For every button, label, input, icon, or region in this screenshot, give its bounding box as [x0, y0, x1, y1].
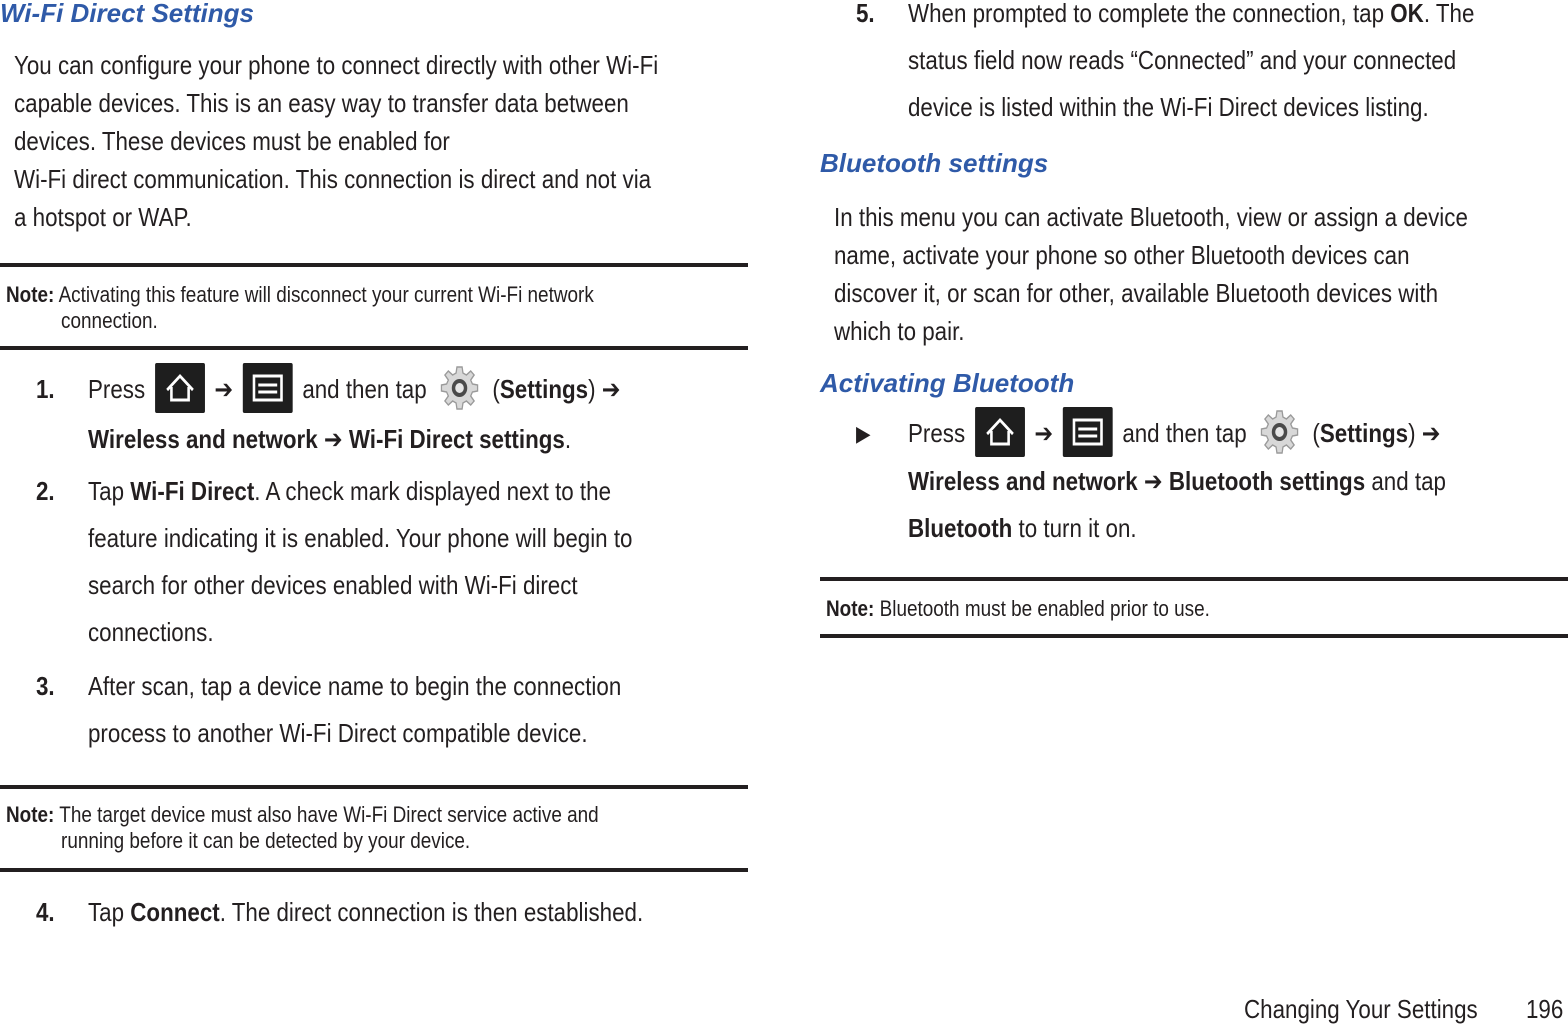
- step-body: [88, 366, 621, 416]
- step-body: [88, 889, 643, 936]
- intro-line: a hotspot or WAP.: [14, 202, 192, 232]
- note-label: Note:: [6, 802, 55, 827]
- step-number: 3.: [36, 671, 55, 701]
- arrow-icon: ➔: [1143, 466, 1163, 496]
- step-bold: OK: [1390, 0, 1424, 28]
- note-label: Note:: [6, 282, 55, 307]
- step-text: and then tap: [302, 374, 427, 404]
- step-body: Press ➔ and then tap (Settings) ➔: [908, 410, 1441, 460]
- note-bluetooth-enabled: [826, 596, 1210, 622]
- step-text: (: [492, 374, 500, 404]
- step-text: . A check mark displayed next to the: [254, 476, 612, 506]
- step-text: device is listed within the Wi-Fi Direct devices listing.: [908, 92, 1429, 122]
- step-text: and tap: [1365, 466, 1446, 496]
- step-number: 5.: [856, 0, 875, 28]
- arrow-icon: ➔: [601, 374, 621, 404]
- note-target-device: [6, 802, 599, 854]
- home-key-icon: [155, 363, 205, 413]
- step-body: [908, 505, 1137, 552]
- note-rule-top: [0, 785, 748, 789]
- note-text: Bluetooth must be enabled prior to use.: [879, 596, 1210, 621]
- bluetooth-intro-paragraph: [834, 198, 1468, 350]
- step-text: status field now reads “Connected” and your connected: [908, 45, 1457, 75]
- footer-section-name: Changing Your Settings: [1244, 994, 1478, 1024]
- step-bold: Settings: [1319, 418, 1409, 448]
- step-bold: Bluetooth: [908, 513, 1013, 543]
- note-rule-bottom: [0, 346, 748, 350]
- note-text: connection.: [61, 308, 158, 333]
- step-text: search for other devices enabled with Wi-Fi direct: [88, 570, 578, 600]
- step-bold: Wi-Fi Direct: [130, 476, 255, 506]
- intro-line: capable devices. This is an easy way to transfer data between: [14, 88, 629, 118]
- step-number: 4.: [36, 897, 55, 927]
- footer-page-number: 196: [1526, 994, 1564, 1024]
- step-text: Press: [908, 418, 966, 448]
- step-text: to turn it on.: [1012, 513, 1137, 543]
- step-bold: Wireless and network: [88, 424, 318, 454]
- step-text: After scan, tap a device name to begin the connection: [88, 671, 622, 701]
- step-text: feature indicating it is enabled. Your phone will begin to: [88, 523, 633, 553]
- step-text: Press: [88, 374, 146, 404]
- intro-line: You can configure your phone to connect directly with other Wi-Fi: [14, 50, 659, 80]
- step-number: 2.: [36, 476, 55, 506]
- step-text: ): [588, 374, 596, 404]
- step-text: and then tap: [1122, 418, 1247, 448]
- arrow-icon: ➔: [1421, 418, 1441, 448]
- intro-line: discover it, or scan for other, available Bluetooth devices with: [834, 278, 1439, 308]
- step-text: connections.: [88, 617, 214, 647]
- step-text: . The: [1423, 0, 1475, 28]
- step-5: [856, 0, 1556, 140]
- step-number: 1.: [36, 374, 55, 404]
- note-rule-bottom: [820, 634, 1568, 638]
- step-bold: Wi-Fi Direct settings: [348, 424, 565, 454]
- arrow-icon: ➔: [1034, 418, 1054, 448]
- settings-gear-icon: [1258, 407, 1301, 457]
- step-text: Tap: [88, 476, 125, 506]
- home-key-icon: [975, 407, 1025, 457]
- menu-key-icon: [1063, 407, 1113, 457]
- note-text: The target device must also have Wi-Fi Direct service active and: [59, 802, 599, 827]
- step-text: process to another Wi-Fi Direct compatible device.: [88, 718, 588, 748]
- step-bold: Wireless and network: [908, 466, 1138, 496]
- section-title-bluetooth: Bluetooth settings: [820, 148, 1049, 178]
- step-text: When prompted to complete the connection, tap: [908, 0, 1385, 28]
- step-3: [36, 663, 736, 763]
- step-body: [88, 468, 611, 515]
- menu-key-icon: [243, 363, 293, 413]
- step-1: [36, 366, 736, 466]
- intro-line: Wi-Fi direct communication. This connection is direct and not via: [14, 164, 652, 194]
- step-2: [36, 468, 736, 658]
- step-text: .: [564, 424, 572, 454]
- arrow-icon: ➔: [323, 424, 343, 454]
- step-bold: Connect: [130, 897, 220, 927]
- step-body: [88, 416, 571, 463]
- step-body: [908, 458, 1446, 505]
- intro-line: name, activate your phone so other Bluetooth devices can: [834, 240, 1410, 270]
- step-text: Tap: [88, 897, 125, 927]
- note-rule-top: [0, 263, 748, 267]
- step-bold: Settings: [499, 374, 589, 404]
- note-wifi-disconnect: [6, 282, 594, 334]
- note-label: Note:: [826, 596, 875, 621]
- intro-paragraph: [14, 46, 658, 236]
- step-body: [908, 0, 1474, 37]
- step-4: [36, 889, 736, 939]
- settings-gear-icon: [438, 363, 481, 413]
- intro-line: which to pair.: [834, 316, 965, 346]
- bullet-triangle-icon: ▶: [856, 421, 871, 446]
- intro-line: In this menu you can activate Bluetooth, view or assign a device: [834, 202, 1468, 232]
- step-text: . The direct connection is then established.: [219, 897, 644, 927]
- note-rule-bottom: [0, 868, 748, 872]
- subsection-title-activating-bluetooth: Activating Bluetooth: [820, 368, 1075, 398]
- intro-line: devices. These devices must be enabled for: [14, 126, 450, 156]
- note-rule-top: [820, 577, 1568, 581]
- section-title-wifi-direct: Wi-Fi Direct Settings: [0, 0, 255, 28]
- note-text: running before it can be detected by your device.: [61, 828, 471, 853]
- step-bold: Bluetooth settings: [1168, 466, 1366, 496]
- bluetooth-step: [856, 410, 1568, 555]
- note-text: Activating this feature will disconnect your current Wi-Fi network: [58, 282, 594, 307]
- arrow-icon: ➔: [214, 374, 234, 404]
